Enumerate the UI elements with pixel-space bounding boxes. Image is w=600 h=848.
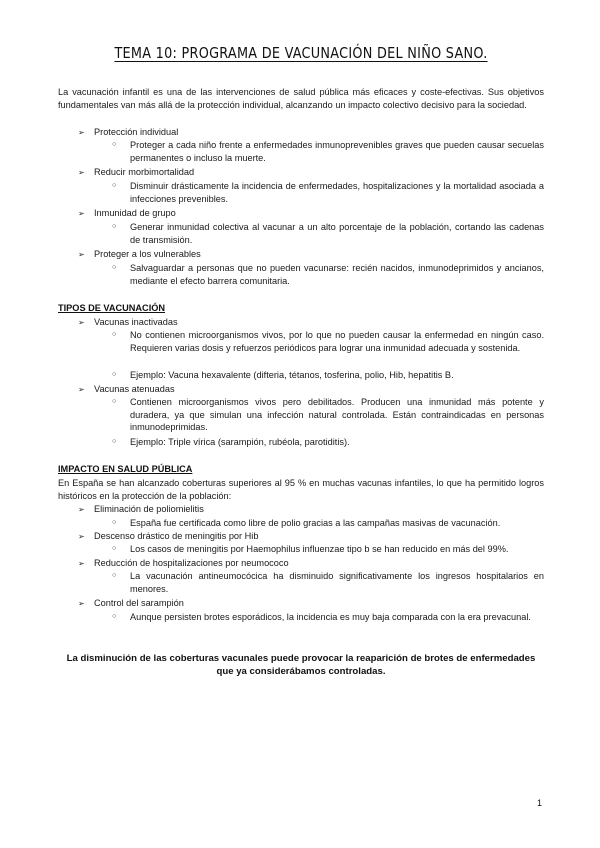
impact-detail bbox=[112, 570, 544, 595]
type-label: Vacunas inactivadas bbox=[94, 317, 178, 327]
circle-bullet-icon: ○ bbox=[112, 398, 117, 405]
type-detail-text: Ejemplo: Vacuna hexavalente (difteria, tétanos, tosferina, polio, Hib, hepatitis B. bbox=[130, 370, 454, 380]
arrow-bullet-icon: ➢ bbox=[78, 250, 85, 259]
section-heading-types: TIPOS DE VACUNACIÓN bbox=[58, 303, 166, 313]
impact-detail bbox=[112, 517, 544, 530]
arrow-bullet-icon: ➢ bbox=[78, 168, 85, 177]
circle-bullet-icon: ○ bbox=[112, 371, 117, 378]
impact-intro-paragraph: En España se han alcanzado coberturas superiores al 95 % en muchas vacunas infantiles, lo que ha permitido logros históricos en la protección de la población: bbox=[58, 478, 544, 501]
impact-item bbox=[78, 530, 258, 544]
circle-bullet-icon: ○ bbox=[112, 223, 117, 230]
impact-label: Control del sarampión bbox=[94, 598, 184, 608]
impact-detail bbox=[112, 611, 544, 624]
arrow-bullet-icon: ➢ bbox=[78, 209, 85, 218]
circle-bullet-icon: ○ bbox=[112, 613, 117, 620]
circle-bullet-icon: ○ bbox=[112, 519, 117, 526]
type-detail-text: No contienen microorganismos vivos, por lo que no pueden causar la enfermedad en ningún caso. Requieren varias dosis y refuerzos periódicos para lograr una inmunidad adecuada y sostenida. bbox=[130, 330, 544, 353]
objective-detail bbox=[112, 262, 544, 287]
type-detail bbox=[112, 396, 544, 434]
section-heading-impact: IMPACTO EN SALUD PÚBLICA bbox=[58, 464, 193, 474]
closing-statement bbox=[58, 652, 544, 678]
arrow-bullet-icon: ➢ bbox=[78, 505, 85, 514]
arrow-bullet-icon: ➢ bbox=[78, 532, 85, 541]
type-detail-text: Ejemplo: Triple vírica (sarampión, rubéola, parotiditis). bbox=[130, 437, 350, 447]
circle-bullet-icon: ○ bbox=[112, 264, 117, 271]
type-detail bbox=[112, 369, 544, 382]
objective-label: Proteger a los vulnerables bbox=[94, 249, 201, 259]
impact-detail-text: Aunque persisten brotes esporádicos, la incidencia es muy baja comparada con la era prevacunal. bbox=[130, 612, 531, 622]
page-number: 1 bbox=[537, 798, 543, 808]
intro-paragraph: La vacunación infantil es una de las intervenciones de salud pública más eficaces y coste-efectivas. Sus objetivos fundamentales van más allá de la protección individual, alcanzando un impacto colectivo decisivo para la sociedad. bbox=[58, 87, 544, 110]
objective-item bbox=[78, 207, 176, 221]
objective-label: Reducir morbimortalidad bbox=[94, 167, 195, 177]
impact-detail-text: Los casos de meningitis por Haemophilus influenzae tipo b se han reducido en más del 99%. bbox=[130, 544, 509, 554]
arrow-bullet-icon: ➢ bbox=[78, 128, 85, 137]
objective-label: Inmunidad de grupo bbox=[94, 208, 176, 218]
objective-label: Protección individual bbox=[94, 127, 179, 137]
type-detail-text: Contienen microorganismos vivos pero debilitados. Producen una inmunidad más potente y duradera, ya que simulan una infección natural controlada. Están contraindicadas en personas inmunodeprimidas. bbox=[130, 397, 544, 433]
page-title: TEMA 10: PROGRAMA DE VACUNACIÓN DEL NIÑO SANO. bbox=[114, 44, 488, 62]
impact-item bbox=[78, 503, 204, 517]
circle-bullet-icon: ○ bbox=[112, 572, 117, 579]
arrow-bullet-icon: ➢ bbox=[78, 318, 85, 327]
impact-detail-text: La vacunación antineumocócica ha disminuido significativamente los ingresos hospitalarios en menores. bbox=[130, 571, 544, 594]
objective-detail-text: Disminuir drásticamente la incidencia de enfermedades, hospitalizaciones y la mortalidad asociada a infecciones prevenibles. bbox=[130, 181, 544, 204]
arrow-bullet-icon: ➢ bbox=[78, 559, 85, 568]
type-detail bbox=[112, 329, 544, 354]
arrow-bullet-icon: ➢ bbox=[78, 599, 85, 608]
closing-line-1: La disminución de las coberturas vacunales puede provocar la reaparición de brotes de enfermedades bbox=[66, 653, 536, 664]
type-detail bbox=[112, 436, 544, 449]
objective-detail bbox=[112, 180, 544, 205]
impact-detail-text: España fue certificada como libre de polio gracias a las campañas masivas de vacunación. bbox=[130, 518, 501, 528]
objective-detail-text: Salvaguardar a personas que no pueden vacunarse: recién nacidos, inmunodeprimidos y ancianos, mediante el efecto barrera comunitaria. bbox=[130, 263, 544, 286]
impact-item bbox=[78, 597, 184, 611]
objective-item bbox=[78, 126, 178, 140]
type-label: Vacunas atenuadas bbox=[94, 384, 175, 394]
objective-detail bbox=[112, 221, 544, 246]
impact-label: Eliminación de poliomielitis bbox=[94, 504, 204, 514]
circle-bullet-icon: ○ bbox=[112, 182, 117, 189]
impact-detail bbox=[112, 543, 544, 556]
objective-item bbox=[78, 166, 194, 180]
circle-bullet-icon: ○ bbox=[112, 438, 117, 445]
type-item bbox=[78, 316, 178, 330]
objective-detail bbox=[112, 139, 544, 164]
objective-detail-text: Generar inmunidad colectiva al vacunar a un alto porcentaje de la población, cortando las cadenas de transmisión. bbox=[130, 222, 544, 245]
circle-bullet-icon: ○ bbox=[112, 331, 117, 338]
circle-bullet-icon: ○ bbox=[112, 545, 117, 552]
circle-bullet-icon: ○ bbox=[112, 141, 117, 148]
type-item bbox=[78, 383, 175, 397]
impact-label: Descenso drástico de meningitis por Hib bbox=[94, 531, 259, 541]
objective-detail-text: Proteger a cada niño frente a enfermedades inmunoprevenibles graves que pueden causar secuelas permanentes o incluso la muerte. bbox=[130, 140, 544, 163]
arrow-bullet-icon: ➢ bbox=[78, 385, 85, 394]
objective-item bbox=[78, 248, 201, 262]
impact-item bbox=[78, 557, 289, 571]
impact-label: Reducción de hospitalizaciones por neumococo bbox=[94, 558, 289, 568]
closing-line-2: que ya considerábamos controladas. bbox=[216, 666, 386, 677]
